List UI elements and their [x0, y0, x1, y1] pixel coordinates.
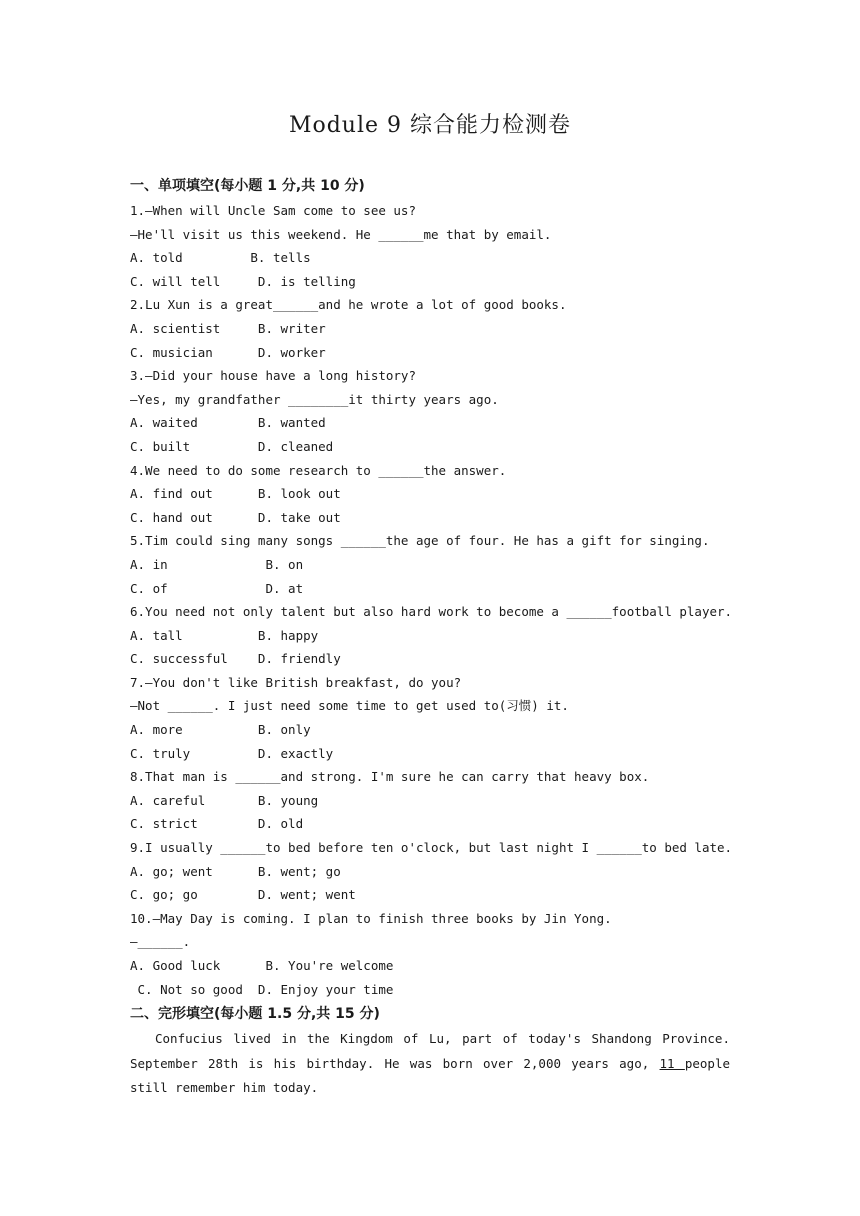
question-text: 1.—When will Uncle Sam come to see us?	[130, 203, 416, 218]
answer-options: A. go; went B. went; go	[130, 863, 341, 879]
answer-options: C. successful D. friendly	[130, 651, 341, 667]
answer-options: C. go; go D. went; went	[130, 887, 356, 903]
question-text: 3.—Did your house have a long history?	[130, 368, 416, 384]
question-item	[130, 671, 730, 765]
answer-options: A. find out B. look out	[130, 486, 341, 502]
question-text: —Not ______. I just need some time to get used to(习惯) it.	[130, 698, 569, 714]
answer-options: C. musician D. worker	[130, 344, 326, 360]
question-item	[130, 836, 733, 907]
question-text: —He'll visit us this weekend. He ______me that by email.	[130, 226, 552, 242]
question-text: 10.—May Day is coming. I plan to finish three books by Jin Yong.	[130, 910, 612, 926]
question-text: 2.Lu Xun is a great______and he wrote a lot of good books.	[130, 297, 567, 313]
answer-options: A. in B. on	[130, 556, 304, 572]
answer-options: C. truly D. exactly	[130, 745, 334, 761]
cloze-blank: 11	[659, 1055, 685, 1071]
answer-options: A. careful B. young	[130, 792, 319, 808]
passage-text: Confucius lived in the Kingdom of Lu, part of today's Shandong Province. September 28th is his birthday. He was born over 2,000 years ago,	[130, 1031, 730, 1071]
question-item	[130, 529, 730, 600]
question-text: 7.—You don't like British breakfast, do you?	[130, 674, 462, 690]
question-text: 9.I usually ______to bed before ten o'clock, but last night I ______to bed late.	[130, 840, 733, 856]
question-text: —Yes, my grandfather ________it thirty years ago.	[130, 391, 499, 407]
question-list	[130, 199, 733, 1001]
question-text: 4.We need to do some research to ______the answer.	[130, 462, 507, 478]
answer-options: C. of D. at	[130, 580, 304, 596]
answer-options: A. Good luck B. You're welcome	[130, 958, 394, 973]
answer-options: A. waited B. wanted	[130, 415, 326, 431]
question-item	[130, 364, 730, 458]
passage-text: people still remember him today.	[130, 1055, 731, 1096]
question-item	[130, 907, 730, 1001]
answer-options: A. told B. tells	[130, 250, 311, 266]
question-item	[130, 600, 733, 671]
page-title: Module 9 综合能力检测卷	[288, 113, 572, 138]
answer-options: C. strict D. old	[130, 816, 304, 832]
question-item	[130, 199, 730, 293]
answer-options: A. scientist B. writer	[130, 320, 326, 336]
question-text: 5.Tim could sing many songs ______the age of four. He has a gift for singing.	[130, 533, 710, 549]
answer-options: C. Not so good D. Enjoy your time	[130, 981, 394, 997]
question-item	[130, 293, 730, 364]
section-heading-1: 一、单项填空(每小题 1 分,共 10 分)	[130, 178, 365, 194]
answer-options: A. tall B. happy	[130, 627, 319, 643]
cloze-passage	[130, 1027, 730, 1101]
answer-options: C. will tell D. is telling	[130, 273, 356, 289]
section-heading-2: 二、完形填空(每小题 1.5 分,共 15 分)	[130, 1006, 380, 1023]
question-text: —______.	[130, 934, 191, 950]
document-body	[130, 173, 733, 1101]
question-item	[130, 459, 730, 530]
answer-options: A. more B. only	[130, 722, 311, 738]
question-item	[130, 765, 730, 836]
answer-options: C. built D. cleaned	[130, 438, 334, 454]
answer-options: C. hand out D. take out	[130, 509, 341, 525]
question-text: 8.That man is ______and strong. I'm sure he can carry that heavy box.	[130, 769, 650, 785]
question-text: 6.You need not only talent but also hard work to become a ______football player.	[130, 604, 733, 620]
